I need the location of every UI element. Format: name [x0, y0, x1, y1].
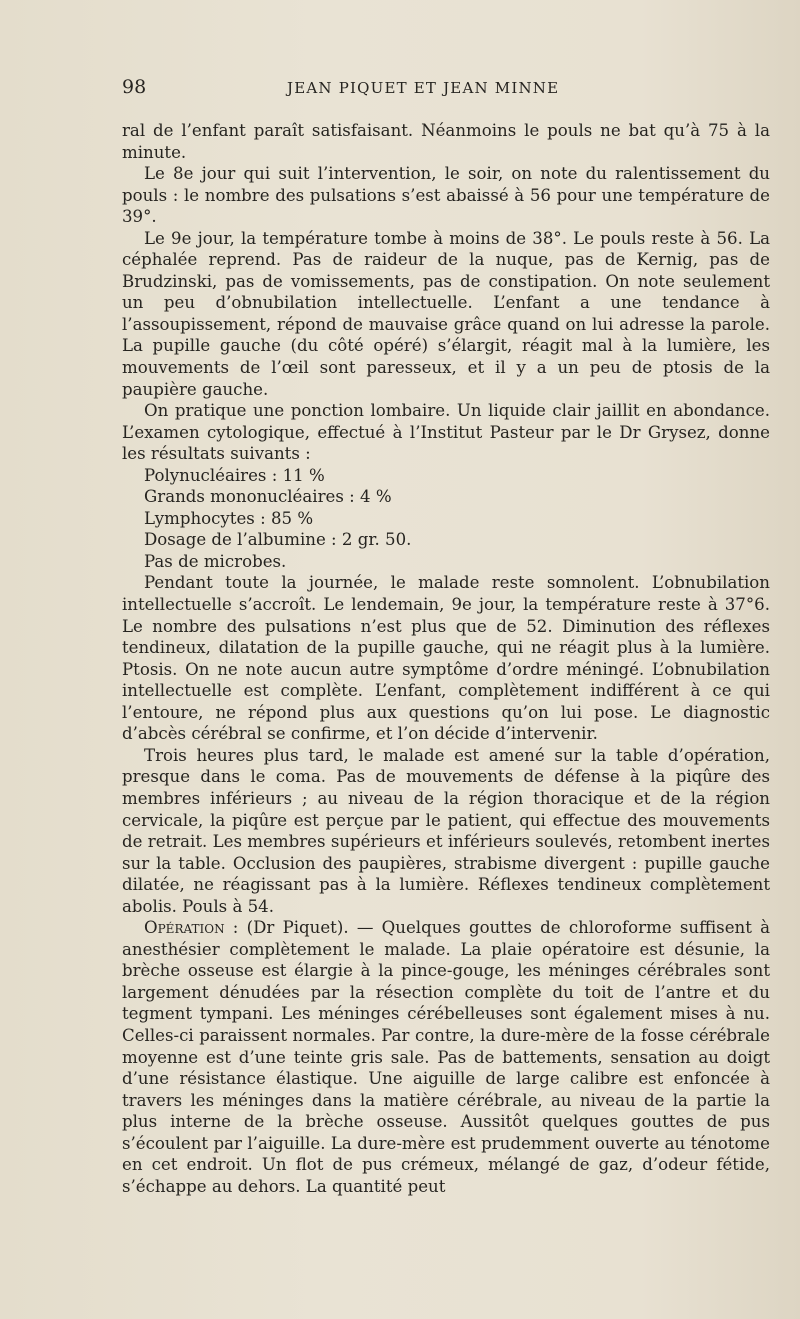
operation-paragraph: [122, 917, 770, 1197]
paragraph: Pendant toute la journée, le malade reste somnolent. L’obnubilation intellectuelle s’accroît. Le lendemain, 9e jour, la température reste à 37°6. Le nombre des pulsations n’est plus que de 52. Diminution des réflexes tendineux, dilatation de la pupille gauche, qui ne réagit plus à la lumière. Ptosis. On ne note aucun autre symptôme d’ordre méningé. L’obnubilation intellectuelle est complète. L’enfant, complètement indifférent à ce qui l’entoure, ne répond plus aux questions qu’on lui pose. Le diagnostic d’abcès cérébral se confirme, et l’on décide d’intervenir.: [122, 573, 770, 744]
operation-text: : (Dr Piquet). — Quelques gouttes de chloroforme suffisent à anesthésier complètement le malade. La plaie opératoire est désunie, la brèche osseuse est élargie à la pince-gouge, les méninges cérébrales sont largement dénudées par la résection complète du toit de l’antre et du tegment tympani. Les méninges cérébelleuses sont également mises à nu. Celles-ci paraissent normales. Par contre, la dure-mère de la fosse cérébrale moyenne est d’une teinte gris sale. Pas de battements, sensation au doigt d’une résistance élastique. Une aiguille de large calibre est enfoncée à travers les méninges dans la matière cérébrale, au niveau de la partie la plus interne de la brèche osseuse. Aussitôt quelques gouttes de pus s’écoulent par l’aiguille. La dure-mère est prudemment ouverte au ténotome en cet endroit. Un flot de pus crémeux, mélangé de gaz, d’odeur fétide, s’échappe au dehors. La quantité peut: [122, 918, 770, 1196]
result-line: Dosage de l’albumine : 2 gr. 50.: [144, 530, 412, 550]
paragraph: Trois heures plus tard, le malade est amené sur la table d’opération, presque dans le coma. Pas de mouvements de défense à la piqûre des membres inférieurs ; au niveau de la région thoracique et de la région cervicale, la piqûre est perçue par le patient, qui effectue des mouvements de retrait. Les membres supérieurs et inférieurs soulevés, retombent inertes sur la table. Occlusion des paupières, strabisme divergent : pupille gauche dilatée, ne réagissant pas à la lumière. Réflexes tendineux complètement abolis. Pouls à 54.: [122, 745, 770, 916]
paragraph: ral de l’enfant paraît satisfaisant. Néanmoins le pouls ne bat qu’à 75 à la minute.: [122, 121, 770, 162]
result-line: Lymphocytes : 85 %: [144, 508, 314, 528]
paragraph: Le 9e jour, la température tombe à moins de 38°. Le pouls reste à 56. La céphalée reprend. Pas de raideur de la nuque, pas de Kernig, pas de Brudzinski, pas de vomissements, pas de constipation. On note seulement un peu d’obnubilation intellectuelle. L’enfant a une tendance à l’assoupissement, répond de mauvaise grâce quand on lui adresse la parole. La pupille gauche (du côté opéré) s’élargit, réagit mal à la lumière, les mouvements de l’œil sont paresseux, et il y a un peu de ptosis de la paupière gauche.: [122, 228, 770, 399]
result-line: Polynucléaires : 11 %: [144, 465, 325, 485]
running-head: JEAN PIQUET ET JEAN MINNE: [287, 79, 560, 97]
paragraph: On pratique une ponction lombaire. Un liquide clair jaillit en abondance. L’examen cytologique, effectué à l’Institut Pasteur par le Dr Grysez, donne les résultats suivants :: [122, 401, 770, 464]
paragraph: Le 8e jour qui suit l’intervention, le soir, on note du ralentissement du pouls : le nombre des pulsations s’est abaissé à 56 pour une température de 39°.: [122, 164, 770, 227]
operation-label: Opération: [144, 918, 225, 938]
result-line: Grands mononucléaires : 4 %: [144, 487, 392, 507]
result-line: Pas de microbes.: [144, 551, 287, 571]
page-number: 98: [122, 76, 147, 98]
page-header: [122, 76, 772, 102]
body-text: [122, 120, 770, 1197]
